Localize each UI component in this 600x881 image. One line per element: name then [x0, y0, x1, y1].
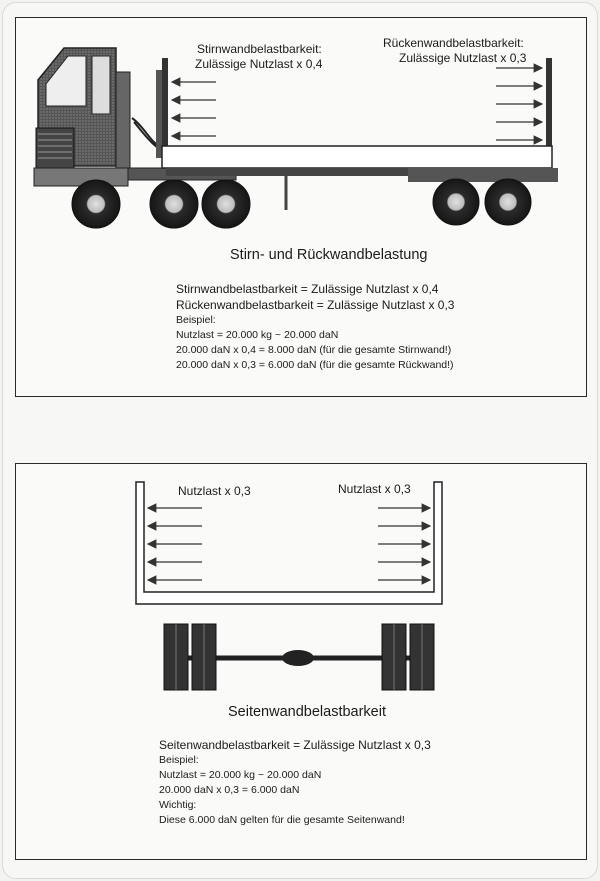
front-wall-arrows: [172, 82, 216, 136]
bottom-panel-title: Seitenwandbelastbarkeit: [228, 704, 386, 720]
example-line: Nutzlast = 20.000 kg ~ 20.000 daN: [159, 769, 322, 781]
cargo-body: [136, 482, 442, 604]
example-label: Beispiel:: [176, 314, 216, 326]
formula-front: Stirnwandbelastbarkeit = Zulässige Nutzlast x 0,4: [176, 282, 439, 296]
rear-wall-label-heading: Rückenwandbelastbarkeit:: [383, 36, 524, 50]
bottom-formula-block: [159, 737, 431, 828]
front-wall-label-heading: Stirnwandbelastbarkeit:: [197, 42, 322, 56]
left-side-arrows: [148, 508, 202, 580]
wheels: [72, 179, 531, 228]
example-line: 20.000 daN x 0,4 = 8.000 daN (für die gesamte Stirnwand!): [176, 344, 452, 356]
note-label: Wichtig:: [159, 799, 197, 811]
note-text: Diese 6.000 daN gelten für die gesamte Seitenwand!: [159, 814, 405, 826]
example-label: Beispiel:: [159, 754, 199, 766]
side-wall-panel: [15, 463, 587, 860]
rear-wall-arrows: [496, 68, 542, 140]
front-wall-label-formula: Zulässige Nutzlast x 0,4: [195, 57, 323, 71]
left-load-label: Nutzlast x 0,3: [178, 484, 251, 498]
example-line: 20.000 daN x 0,3 = 6.000 daN (für die gesamte Rückwand!): [176, 359, 454, 371]
formula-rear: Rückenwandbelastbarkeit = Zulässige Nutzlast x 0,3: [176, 298, 455, 312]
front-rear-wall-panel: [15, 17, 587, 397]
top-panel-title: Stirn- und Rückwandbelastung: [230, 247, 428, 263]
right-load-label: Nutzlast x 0,3: [338, 482, 411, 496]
top-formula-block: [176, 281, 454, 373]
example-line: 20.000 daN x 0,3 = 6.000 daN: [159, 784, 300, 796]
rear-wall-label-formula: Zulässige Nutzlast x 0,3: [399, 51, 527, 65]
example-line: Nutzlast = 20.000 kg ~ 20.000 daN: [176, 329, 339, 341]
axle-assembly: [164, 624, 434, 690]
formula-side: Seitenwandbelastbarkeit = Zulässige Nutzlast x 0,3: [159, 738, 431, 752]
right-side-arrows: [378, 508, 430, 580]
